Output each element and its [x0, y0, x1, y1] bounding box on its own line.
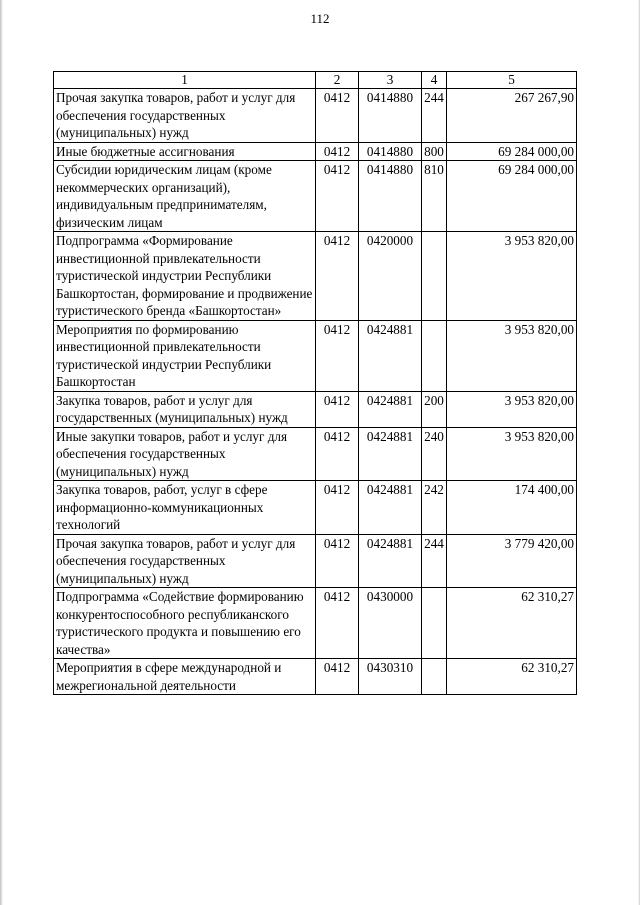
table-row [54, 588, 577, 659]
row-section: 0412 [316, 534, 359, 588]
column-header-target: 3 [359, 72, 422, 89]
row-target: 0424881 [359, 320, 422, 391]
row-section: 0412 [316, 659, 359, 695]
row-section: 0412 [316, 588, 359, 659]
row-type: 200 [422, 391, 447, 427]
row-amount: 3 953 820,00 [447, 427, 577, 481]
row-amount: 69 284 000,00 [447, 142, 577, 161]
row-amount: 3 953 820,00 [447, 320, 577, 391]
scan-edge-left [0, 0, 3, 905]
row-name: Прочая закупка товаров, работ и услуг для обеспечения государственных (муниципальных) нужд [54, 89, 316, 143]
column-header-type: 4 [422, 72, 447, 89]
column-header-section: 2 [316, 72, 359, 89]
column-header-name: 1 [54, 72, 316, 89]
row-type [422, 588, 447, 659]
row-section: 0412 [316, 161, 359, 232]
table-row [54, 427, 577, 481]
row-type [422, 659, 447, 695]
row-type: 242 [422, 481, 447, 535]
row-name: Закупка товаров, работ и услуг для государственных (муниципальных) нужд [54, 391, 316, 427]
row-type: 244 [422, 89, 447, 143]
row-type: 240 [422, 427, 447, 481]
row-section: 0412 [316, 89, 359, 143]
row-type: 244 [422, 534, 447, 588]
row-name: Иные бюджетные ассигнования [54, 142, 316, 161]
row-name: Иные закупки товаров, работ и услуг для обеспечения государственных (муниципальных) нужд [54, 427, 316, 481]
row-section: 0412 [316, 391, 359, 427]
row-target: 0420000 [359, 232, 422, 321]
row-name: Подпрограмма «Содействие формированию конкурентоспособного республиканского туристического продукта и повышению его качества» [54, 588, 316, 659]
row-target: 0414880 [359, 89, 422, 143]
row-type: 810 [422, 161, 447, 232]
row-target: 0430000 [359, 588, 422, 659]
row-name: Закупка товаров, работ, услуг в сфере информационно-коммуникационных технологий [54, 481, 316, 535]
table-row [54, 320, 577, 391]
table-row [54, 391, 577, 427]
row-amount: 62 310,27 [447, 659, 577, 695]
row-type: 800 [422, 142, 447, 161]
row-section: 0412 [316, 142, 359, 161]
row-amount: 69 284 000,00 [447, 161, 577, 232]
row-section: 0412 [316, 232, 359, 321]
table-header-row [54, 72, 577, 89]
row-type [422, 320, 447, 391]
row-name: Мероприятия по формированию инвестиционной привлекательности туристической индустрии Республики Башкортостан [54, 320, 316, 391]
row-amount: 3 953 820,00 [447, 232, 577, 321]
row-section: 0412 [316, 427, 359, 481]
row-target: 0430310 [359, 659, 422, 695]
row-target: 0424881 [359, 427, 422, 481]
row-name: Субсидии юридическим лицам (кроме некоммерческих организаций), индивидуальным предпринимателям, физическим лицам [54, 161, 316, 232]
row-amount: 3 779 420,00 [447, 534, 577, 588]
row-amount: 267 267,90 [447, 89, 577, 143]
row-target: 0424881 [359, 391, 422, 427]
table-row [54, 534, 577, 588]
table-row [54, 142, 577, 161]
row-section: 0412 [316, 481, 359, 535]
row-name: Прочая закупка товаров, работ и услуг для обеспечения государственных (муниципальных) нужд [54, 534, 316, 588]
row-target: 0424881 [359, 481, 422, 535]
row-target: 0414880 [359, 142, 422, 161]
row-type [422, 232, 447, 321]
row-target: 0424881 [359, 534, 422, 588]
row-target: 0414880 [359, 161, 422, 232]
row-section: 0412 [316, 320, 359, 391]
column-header-amount: 5 [447, 72, 577, 89]
table-row [54, 89, 577, 143]
row-amount: 3 953 820,00 [447, 391, 577, 427]
budget-table [53, 71, 577, 695]
table-row [54, 232, 577, 321]
table-row [54, 659, 577, 695]
row-name: Подпрограмма «Формирование инвестиционной привлекательности туристической индустрии Республики Башкортостан, формирование и продвижение туристического бренда «Башкортостан» [54, 232, 316, 321]
row-name: Мероприятия в сфере международной и межрегиональной деятельности [54, 659, 316, 695]
table-row [54, 481, 577, 535]
row-amount: 62 310,27 [447, 588, 577, 659]
row-amount: 174 400,00 [447, 481, 577, 535]
page-number: 112 [310, 11, 330, 26]
table-row [54, 161, 577, 232]
